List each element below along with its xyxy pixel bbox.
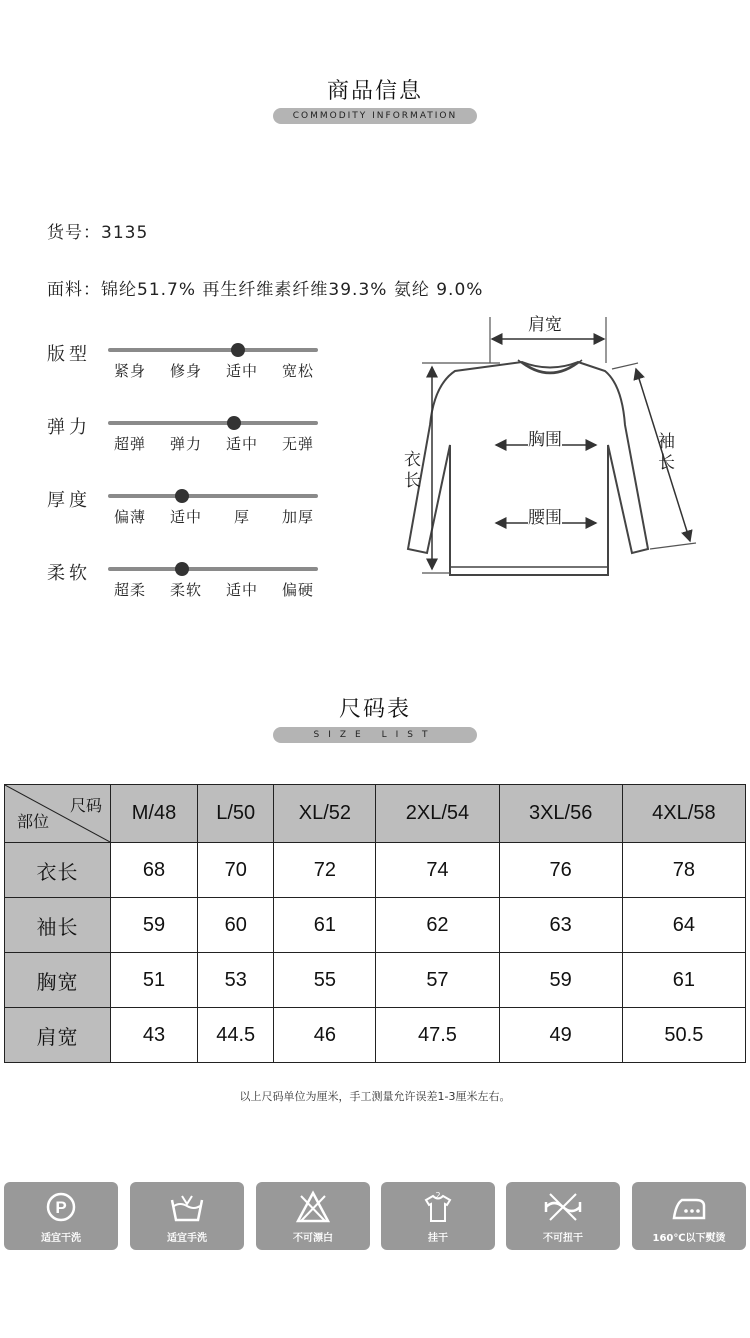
table-cell: 49 xyxy=(499,1008,622,1063)
care-instruction xyxy=(256,1182,370,1250)
length-label-1: 衣 xyxy=(404,450,421,470)
table-cell: 53 xyxy=(198,953,274,1008)
corner-size-label: 尺码 xyxy=(69,796,102,815)
row-label: 胸宽 xyxy=(5,953,111,1008)
size-header-cell: XL/52 xyxy=(274,785,376,843)
care-label: 适宜手洗 xyxy=(167,1233,207,1244)
info-section-title: 商品信息 xyxy=(326,79,423,104)
care-instruction xyxy=(506,1182,620,1250)
size-header-cell: 2XL/54 xyxy=(376,785,499,843)
attr-label: 柔软 xyxy=(47,563,91,584)
size-table xyxy=(4,784,746,1063)
length-label-2: 长 xyxy=(404,471,421,491)
sleeve-label-1: 袖 xyxy=(658,432,675,452)
corner-part-label: 部位 xyxy=(17,812,50,831)
chest-label: 胸围 xyxy=(528,425,562,450)
svg-text:P: P xyxy=(55,1198,67,1217)
attr-label: 弹力 xyxy=(47,417,91,438)
attr-slider-knob xyxy=(175,562,189,576)
attr-slider-track xyxy=(108,421,318,425)
size-header-cell: 3XL/56 xyxy=(499,785,622,843)
waist-label: 腰围 xyxy=(528,503,562,528)
table-cell: 47.5 xyxy=(376,1008,499,1063)
table-corner xyxy=(5,785,111,843)
table-cell: 61 xyxy=(622,953,745,1008)
attr-slider-track xyxy=(108,567,318,571)
table-row xyxy=(5,1008,746,1063)
care-label: 不可漂白 xyxy=(293,1233,333,1244)
attr-option: 适中 xyxy=(225,581,258,599)
table-row xyxy=(5,898,746,953)
row-label: 肩宽 xyxy=(5,1008,111,1063)
table-cell: 57 xyxy=(376,953,499,1008)
table-row xyxy=(5,843,746,898)
attr-slider-knob xyxy=(231,343,245,357)
care-label: 160℃以下熨烫 xyxy=(652,1233,726,1244)
attr-label: 版型 xyxy=(47,344,91,365)
row-label: 袖长 xyxy=(5,898,111,953)
care-label: 不可扭干 xyxy=(543,1233,583,1244)
attr-option: 偏薄 xyxy=(113,508,146,526)
table-cell: 46 xyxy=(274,1008,376,1063)
table-cell: 55 xyxy=(274,953,376,1008)
attr-option: 宽松 xyxy=(281,362,314,380)
table-cell: 62 xyxy=(376,898,499,953)
fabric-composition: 面料：锦纶51.7% 再生纤维素纤维39.3% 氨纶 9.0% xyxy=(47,280,484,300)
size-header-cell: L/50 xyxy=(198,785,274,843)
attr-option: 厚 xyxy=(233,508,250,526)
attr-slider-knob xyxy=(227,416,241,430)
table-cell: 51 xyxy=(111,953,198,1008)
table-cell: 61 xyxy=(274,898,376,953)
table-row xyxy=(5,953,746,1008)
measurement-note: 以上尺码单位为厘米，手工测量允许误差1-3厘米左右。 xyxy=(239,1090,511,1103)
table-cell: 76 xyxy=(499,843,622,898)
size-header-cell: M/48 xyxy=(111,785,198,843)
row-label: 衣长 xyxy=(5,843,111,898)
attr-slider-track xyxy=(108,494,318,498)
care-instruction xyxy=(4,1182,118,1250)
table-cell: 68 xyxy=(111,843,198,898)
table-cell: 72 xyxy=(274,843,376,898)
table-cell: 78 xyxy=(622,843,745,898)
attr-option: 适中 xyxy=(169,508,202,526)
care-instruction xyxy=(632,1182,746,1250)
shirt-outline xyxy=(408,362,648,575)
garment-diagram xyxy=(400,305,700,595)
table-cell: 60 xyxy=(198,898,274,953)
shoulder-label: 肩宽 xyxy=(528,310,562,335)
table-cell: 74 xyxy=(376,843,499,898)
attr-option: 修身 xyxy=(169,362,202,380)
attr-option: 偏硬 xyxy=(281,581,314,599)
svg-text:2: 2 xyxy=(435,1191,441,1200)
item-number: 货号：3135 xyxy=(47,223,149,243)
table-cell: 70 xyxy=(198,843,274,898)
attr-option: 柔软 xyxy=(169,581,202,599)
table-cell: 63 xyxy=(499,898,622,953)
table-cell: 64 xyxy=(622,898,745,953)
attr-option: 适中 xyxy=(225,435,258,453)
table-cell: 59 xyxy=(111,898,198,953)
size-header-cell: 4XL/58 xyxy=(622,785,745,843)
attr-option: 加厚 xyxy=(281,508,314,526)
info-section-subtitle: COMMODITY INFORMATION xyxy=(273,108,477,124)
table-cell: 59 xyxy=(499,953,622,1008)
size-section-title: 尺码表 xyxy=(338,697,411,722)
attr-option: 弹力 xyxy=(169,435,202,453)
care-label: 挂干 xyxy=(428,1233,448,1244)
attr-option: 超柔 xyxy=(113,581,146,599)
attr-label: 厚度 xyxy=(47,490,91,511)
sleeve-label-2: 长 xyxy=(658,453,675,473)
table-cell: 43 xyxy=(111,1008,198,1063)
attr-slider-knob xyxy=(175,489,189,503)
table-cell: 44.5 xyxy=(198,1008,274,1063)
attr-slider-track xyxy=(108,348,318,352)
care-instruction xyxy=(381,1182,495,1250)
table-cell: 50.5 xyxy=(622,1008,745,1063)
size-section-subtitle: SIZE LIST xyxy=(273,727,477,743)
care-label: 适宜干洗 xyxy=(41,1233,81,1244)
attr-option: 无弹 xyxy=(281,435,314,453)
attr-option: 超弹 xyxy=(113,435,146,453)
care-instruction xyxy=(130,1182,244,1250)
attr-option: 紧身 xyxy=(113,362,146,380)
attr-option: 适中 xyxy=(225,362,258,380)
